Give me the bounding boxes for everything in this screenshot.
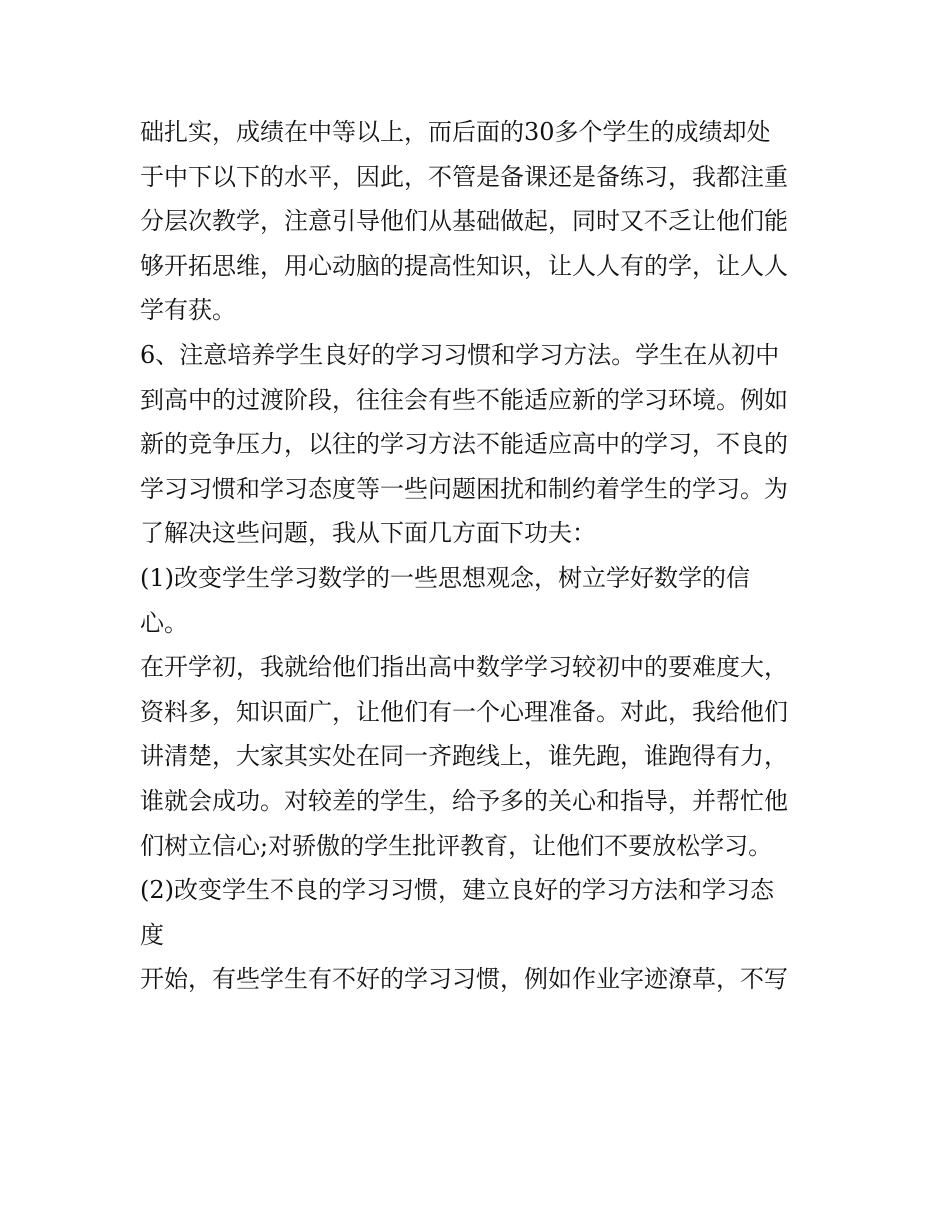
text-line: 度 (140, 920, 164, 949)
section-heading-6: 6、注意培养学生良好的学习习惯和学习方法。学生在从初中 (140, 340, 780, 369)
text-line: 学习习惯和学习态度等一些问题困扰和制约着学生的学习。为 (140, 474, 788, 503)
text-line: 新的竞争压力，以往的学习方法不能适应高中的学习，不良的 (140, 430, 788, 459)
text-line: 心。 (140, 608, 188, 637)
text-line: 讲清楚，大家其实处在同一齐跑线上，谁先跑，谁跑得有力， (140, 742, 788, 771)
text-line: 够开拓思维，用心动脑的提高性知识，让人人有的学，让人人 (140, 251, 788, 280)
text-line: 开始，有些学生有不好的学习习惯，例如作业字迹潦草，不写 (140, 965, 788, 994)
text-line: 分层次教学，注意引导他们从基础做起，同时又不乏让他们能 (140, 207, 788, 236)
text-line: 础扎实，成绩在中等以上，而后面的30多个学生的成绩却处 (140, 118, 771, 146)
subheading-1: (1)改变学生学习数学的一些思想观念，树立学好数学的信 (140, 563, 750, 592)
text-line: 谁就会成功。对较差的学生，给予多的关心和指导，并帮忙他 (140, 786, 788, 815)
subheading-2: (2)改变学生不良的学习习惯，建立良好的学习方法和学习态 (140, 876, 774, 905)
text-line: 学有获。 (140, 296, 236, 325)
text-line: 于中下以下的水平，因此，不管是备课还是备练习，我都注重 (140, 162, 788, 191)
text-line: 在开学初，我就给他们指出高中数学学习较初中的要难度大， (140, 653, 788, 682)
document-body (140, 110, 840, 1002)
text-line: 们树立信心;对骄傲的学生批评教育，让他们不要放松学习。 (140, 831, 773, 860)
text-line: 资料多，知识面广，让他们有一个心理准备。对此，我给他们 (140, 697, 788, 726)
text-line: 到高中的过渡阶段，往往会有些不能适应新的学习环境。例如 (140, 385, 788, 414)
text-line: 了解决这些问题，我从下面几方面下功夫： (140, 519, 596, 548)
